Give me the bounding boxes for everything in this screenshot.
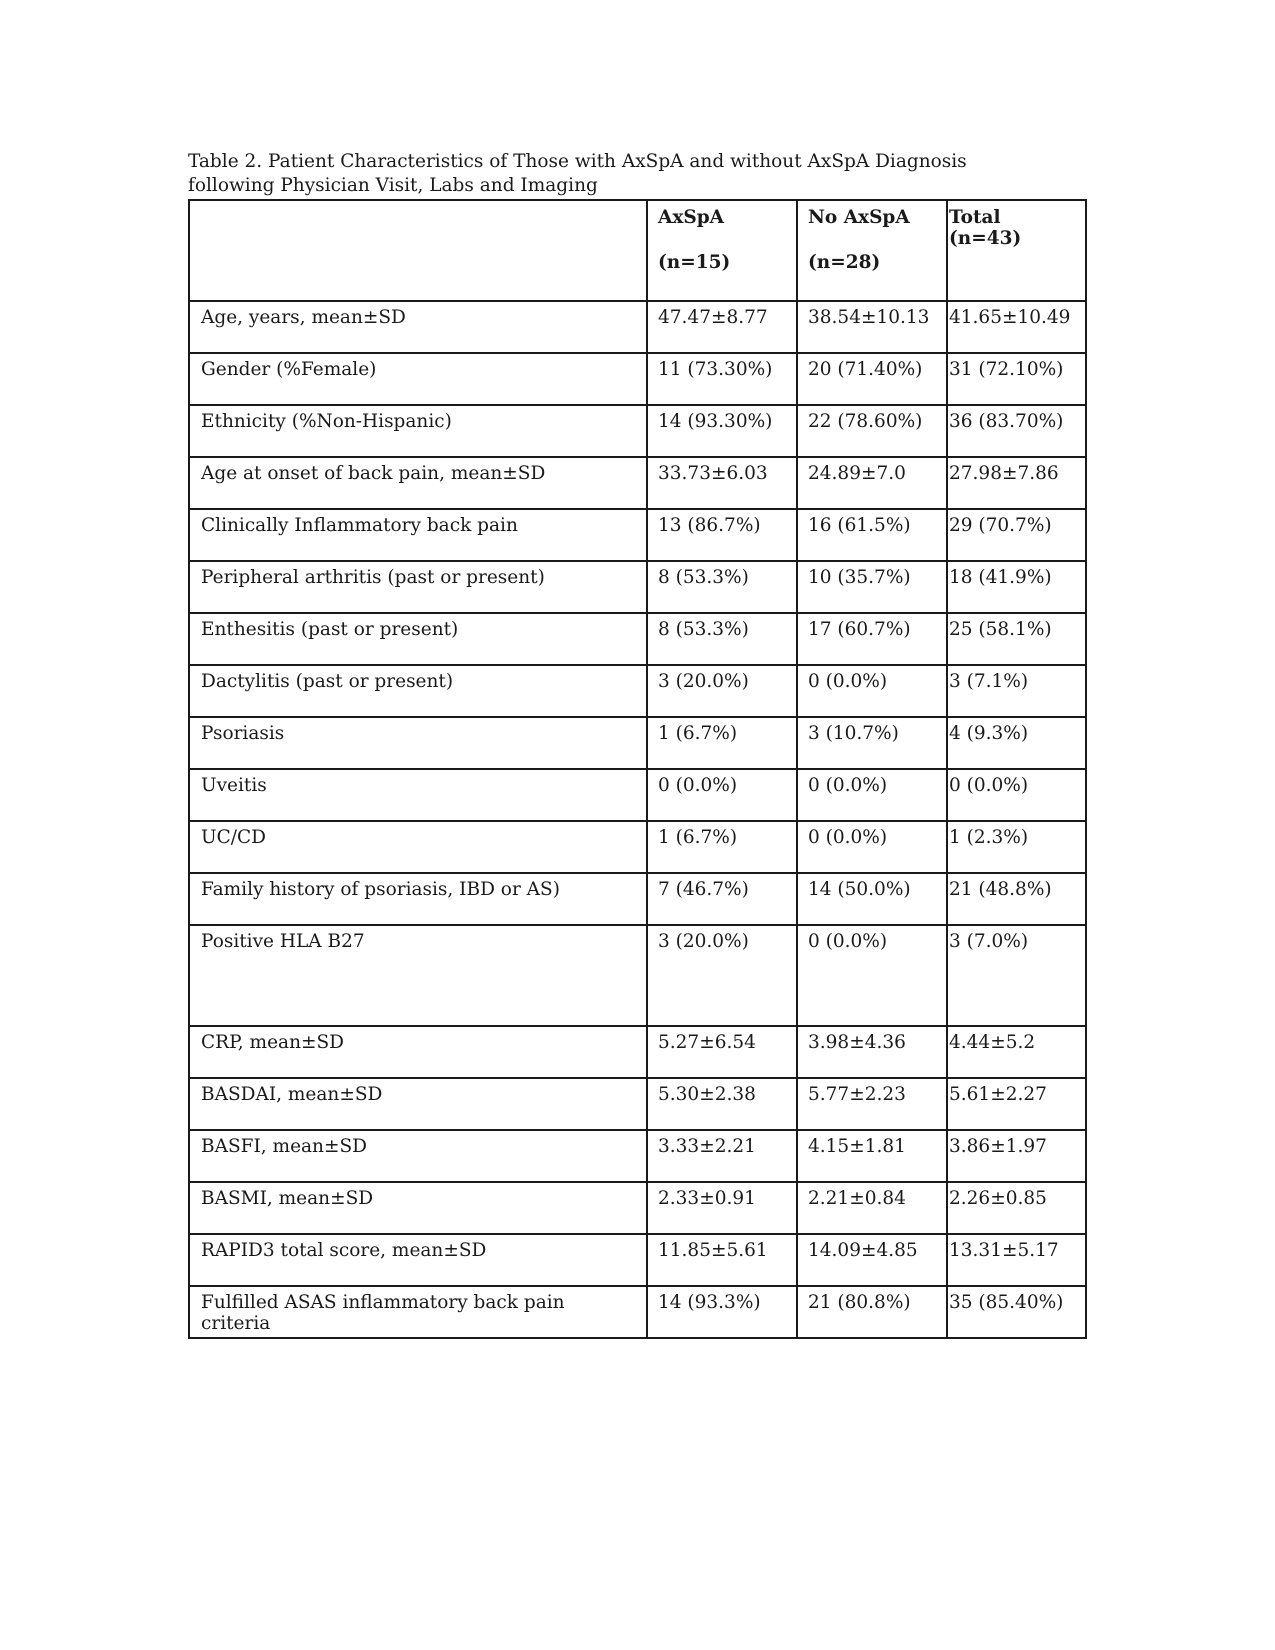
table-row bbox=[189, 769, 1086, 821]
cell-no-axspa: 22 (78.60%) bbox=[797, 405, 947, 457]
table-row bbox=[189, 301, 1086, 353]
cell-no-axspa: 0 (0.0%) bbox=[797, 769, 947, 821]
table-row bbox=[189, 457, 1086, 509]
table-caption: Table 2. Patient Characteristics of Those with AxSpA and without AxSpA Diagnosis following Physician Visit, Labs and Imaging bbox=[188, 151, 967, 196]
header-total-label: Total (n=43) bbox=[949, 207, 1022, 249]
cell-no-axspa: 17 (60.7%) bbox=[797, 613, 947, 665]
row-label: Clinically Inflammatory back pain bbox=[189, 509, 647, 561]
cell-axspa: 11 (73.30%) bbox=[647, 353, 797, 405]
table-row bbox=[189, 821, 1086, 873]
header-axspa-n: (n=15) bbox=[658, 252, 731, 273]
cell-axspa: 11.85±5.61 bbox=[647, 1234, 797, 1286]
cell-total: 18 (41.9%) bbox=[947, 561, 1086, 613]
cell-total: 3 (7.0%) bbox=[947, 925, 1086, 1026]
cell-axspa: 0 (0.0%) bbox=[647, 769, 797, 821]
cell-no-axspa: 5.77±2.23 bbox=[797, 1078, 947, 1130]
table-row bbox=[189, 717, 1086, 769]
cell-no-axspa: 2.21±0.84 bbox=[797, 1182, 947, 1234]
row-label: BASDAI, mean±SD bbox=[189, 1078, 647, 1130]
row-label: Peripheral arthritis (past or present) bbox=[189, 561, 647, 613]
cell-axspa: 3.33±2.21 bbox=[647, 1130, 797, 1182]
cell-axspa: 3 (20.0%) bbox=[647, 925, 797, 1026]
cell-total: 27.98±7.86 bbox=[947, 457, 1086, 509]
cell-no-axspa: 14.09±4.85 bbox=[797, 1234, 947, 1286]
cell-total: 13.31±5.17 bbox=[947, 1234, 1086, 1286]
row-label: Gender (%Female) bbox=[189, 353, 647, 405]
header-no-axspa bbox=[797, 200, 947, 301]
cell-total: 3.86±1.97 bbox=[947, 1130, 1086, 1182]
cell-axspa: 3 (20.0%) bbox=[647, 665, 797, 717]
header-no-axspa-n: (n=28) bbox=[808, 252, 881, 273]
cell-axspa: 8 (53.3%) bbox=[647, 613, 797, 665]
table-row bbox=[189, 509, 1086, 561]
cell-no-axspa: 24.89±7.0 bbox=[797, 457, 947, 509]
table-row bbox=[189, 613, 1086, 665]
cell-axspa: 2.33±0.91 bbox=[647, 1182, 797, 1234]
cell-total: 41.65±10.49 bbox=[947, 301, 1086, 353]
cell-axspa: 7 (46.7%) bbox=[647, 873, 797, 925]
table-row bbox=[189, 1026, 1086, 1078]
row-label: Family history of psoriasis, IBD or AS) bbox=[189, 873, 647, 925]
table-row bbox=[189, 1130, 1086, 1182]
row-label: Dactylitis (past or present) bbox=[189, 665, 647, 717]
row-label: UC/CD bbox=[189, 821, 647, 873]
row-label: BASFI, mean±SD bbox=[189, 1130, 647, 1182]
header-empty-cell bbox=[189, 200, 647, 301]
cell-total: 4.44±5.2 bbox=[947, 1026, 1086, 1078]
cell-axspa: 33.73±6.03 bbox=[647, 457, 797, 509]
cell-total: 31 (72.10%) bbox=[947, 353, 1086, 405]
row-label: Enthesitis (past or present) bbox=[189, 613, 647, 665]
row-label: BASMI, mean±SD bbox=[189, 1182, 647, 1234]
cell-no-axspa: 14 (50.0%) bbox=[797, 873, 947, 925]
cell-total: 1 (2.3%) bbox=[947, 821, 1086, 873]
cell-no-axspa: 4.15±1.81 bbox=[797, 1130, 947, 1182]
header-no-axspa-label: No AxSpA bbox=[808, 207, 910, 228]
cell-no-axspa: 0 (0.0%) bbox=[797, 925, 947, 1026]
row-label: Psoriasis bbox=[189, 717, 647, 769]
table-row bbox=[189, 1286, 1086, 1338]
table-row bbox=[189, 873, 1086, 925]
cell-no-axspa: 21 (80.8%) bbox=[797, 1286, 947, 1338]
cell-total: 35 (85.40%) bbox=[947, 1286, 1086, 1338]
cell-no-axspa: 38.54±10.13 bbox=[797, 301, 947, 353]
row-label: Age at onset of back pain, mean±SD bbox=[189, 457, 647, 509]
table-row bbox=[189, 1182, 1086, 1234]
cell-no-axspa: 20 (71.40%) bbox=[797, 353, 947, 405]
row-label: Fulfilled ASAS inflammatory back pain criteria bbox=[189, 1286, 647, 1338]
table-row bbox=[189, 561, 1086, 613]
cell-axspa: 14 (93.3%) bbox=[647, 1286, 797, 1338]
table-row bbox=[189, 1078, 1086, 1130]
table-row bbox=[189, 1234, 1086, 1286]
row-label: Positive HLA B27 bbox=[189, 925, 647, 1026]
table-row bbox=[189, 353, 1086, 405]
cell-axspa: 8 (53.3%) bbox=[647, 561, 797, 613]
cell-total: 29 (70.7%) bbox=[947, 509, 1086, 561]
table-row bbox=[189, 405, 1086, 457]
cell-no-axspa: 16 (61.5%) bbox=[797, 509, 947, 561]
cell-axspa: 1 (6.7%) bbox=[647, 717, 797, 769]
cell-total: 0 (0.0%) bbox=[947, 769, 1086, 821]
cell-no-axspa: 3.98±4.36 bbox=[797, 1026, 947, 1078]
patient-characteristics-table bbox=[188, 199, 1087, 1339]
row-label: CRP, mean±SD bbox=[189, 1026, 647, 1078]
cell-no-axspa: 0 (0.0%) bbox=[797, 821, 947, 873]
cell-total: 25 (58.1%) bbox=[947, 613, 1086, 665]
cell-total: 5.61±2.27 bbox=[947, 1078, 1086, 1130]
cell-total: 4 (9.3%) bbox=[947, 717, 1086, 769]
header-axspa bbox=[647, 200, 797, 301]
table-header-row bbox=[189, 200, 1086, 301]
cell-axspa: 14 (93.30%) bbox=[647, 405, 797, 457]
row-label: RAPID3 total score, mean±SD bbox=[189, 1234, 647, 1286]
cell-total: 21 (48.8%) bbox=[947, 873, 1086, 925]
cell-axspa: 5.30±2.38 bbox=[647, 1078, 797, 1130]
cell-no-axspa: 3 (10.7%) bbox=[797, 717, 947, 769]
header-axspa-label: AxSpA bbox=[658, 207, 725, 228]
cell-axspa: 5.27±6.54 bbox=[647, 1026, 797, 1078]
table-row bbox=[189, 665, 1086, 717]
row-label: Ethnicity (%Non-Hispanic) bbox=[189, 405, 647, 457]
cell-axspa: 1 (6.7%) bbox=[647, 821, 797, 873]
cell-total: 3 (7.1%) bbox=[947, 665, 1086, 717]
table-row bbox=[189, 925, 1086, 1026]
cell-no-axspa: 10 (35.7%) bbox=[797, 561, 947, 613]
row-label: Age, years, mean±SD bbox=[189, 301, 647, 353]
cell-axspa: 13 (86.7%) bbox=[647, 509, 797, 561]
cell-total: 2.26±0.85 bbox=[947, 1182, 1086, 1234]
row-label: Uveitis bbox=[189, 769, 647, 821]
header-total bbox=[947, 200, 1086, 301]
cell-total: 36 (83.70%) bbox=[947, 405, 1086, 457]
cell-axspa: 47.47±8.77 bbox=[647, 301, 797, 353]
cell-no-axspa: 0 (0.0%) bbox=[797, 665, 947, 717]
